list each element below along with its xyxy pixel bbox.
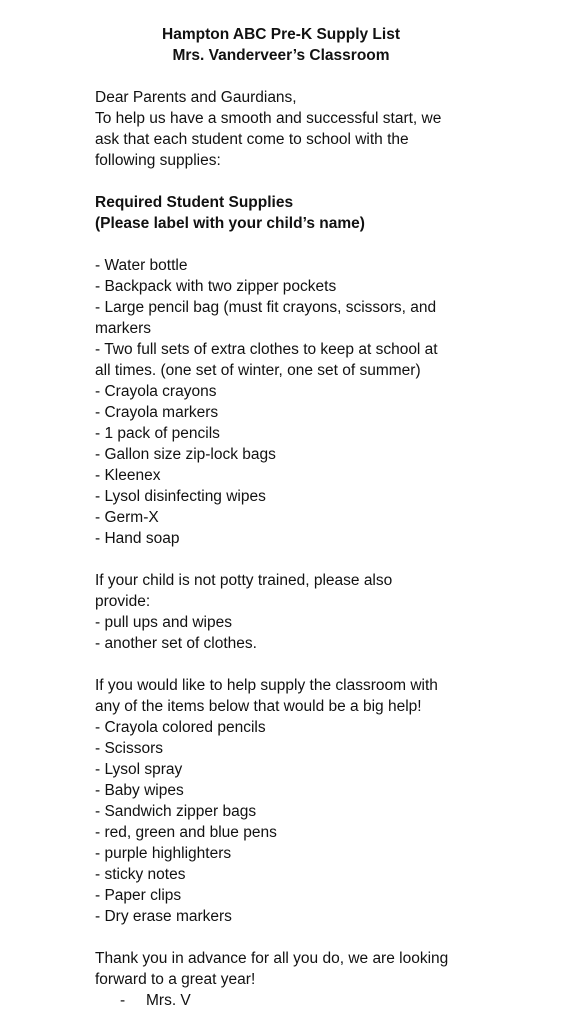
list-item: - Lysol disinfecting wipes: [95, 488, 266, 505]
list-item: - Lysol spray: [95, 761, 183, 778]
intro-paragraph: [95, 87, 465, 171]
required-supplies-list: [95, 255, 465, 549]
list-item: - sticky notes: [95, 866, 186, 883]
list-item: - 1 pack of pencils: [95, 425, 220, 442]
intro-line: To help us have a smooth and successful start, we: [95, 110, 442, 127]
potty-line: provide:: [95, 593, 151, 610]
list-item: - Crayola colored pencils: [95, 719, 266, 736]
list-item: - Paper clips: [95, 887, 182, 904]
signature-dash: -: [120, 992, 126, 1009]
signature: Mrs. V: [146, 992, 191, 1009]
intro-line: ask that each student come to school with the: [95, 131, 409, 148]
list-item: - pull ups and wipes: [95, 614, 232, 631]
list-item: - Dry erase markers: [95, 908, 232, 925]
list-item: - Germ-X: [95, 509, 159, 526]
greeting: Dear Parents and Gaurdians,: [95, 89, 297, 106]
optional-supplies-paragraph: [95, 675, 465, 927]
list-item: markers: [95, 320, 151, 337]
required-subheading: (Please label with your child’s name): [95, 215, 365, 232]
required-heading-block: [95, 192, 465, 234]
document-header: [95, 24, 467, 66]
document-subtitle: Mrs. Vanderveer’s Classroom: [172, 47, 390, 64]
signature-line: [95, 990, 465, 1011]
list-item: - Crayola markers: [95, 404, 219, 421]
list-item: - Crayola crayons: [95, 383, 217, 400]
list-item: - Scissors: [95, 740, 164, 757]
list-item: - Gallon size zip-lock bags: [95, 446, 276, 463]
list-item: - Kleenex: [95, 467, 161, 484]
list-item: - Baby wipes: [95, 782, 184, 799]
potty-paragraph: [95, 570, 465, 654]
list-item: - purple highlighters: [95, 845, 232, 862]
intro-line: following supplies:: [95, 152, 221, 169]
list-item: - Two full sets of extra clothes to keep at school at: [95, 341, 438, 358]
list-item: - Backpack with two zipper pockets: [95, 278, 337, 295]
optional-line: If you would like to help supply the classroom with: [95, 677, 438, 694]
required-heading: Required Student Supplies: [95, 194, 294, 211]
list-item: - another set of clothes.: [95, 635, 257, 652]
list-item: - Large pencil bag (must fit crayons, scissors, and: [95, 299, 437, 316]
list-item: all times. (one set of winter, one set of summer): [95, 362, 421, 379]
closing-line: Thank you in advance for all you do, we are looking: [95, 950, 449, 967]
optional-line: any of the items below that would be a big help!: [95, 698, 422, 715]
closing-paragraph: [95, 948, 465, 1011]
list-item: - Sandwich zipper bags: [95, 803, 257, 820]
list-item: - red, green and blue pens: [95, 824, 277, 841]
closing-line: forward to a great year!: [95, 971, 256, 988]
document-title: Hampton ABC Pre-K Supply List: [162, 26, 400, 43]
potty-line: If your child is not potty trained, please also: [95, 572, 393, 589]
list-item: - Water bottle: [95, 257, 188, 274]
list-item: - Hand soap: [95, 530, 180, 547]
